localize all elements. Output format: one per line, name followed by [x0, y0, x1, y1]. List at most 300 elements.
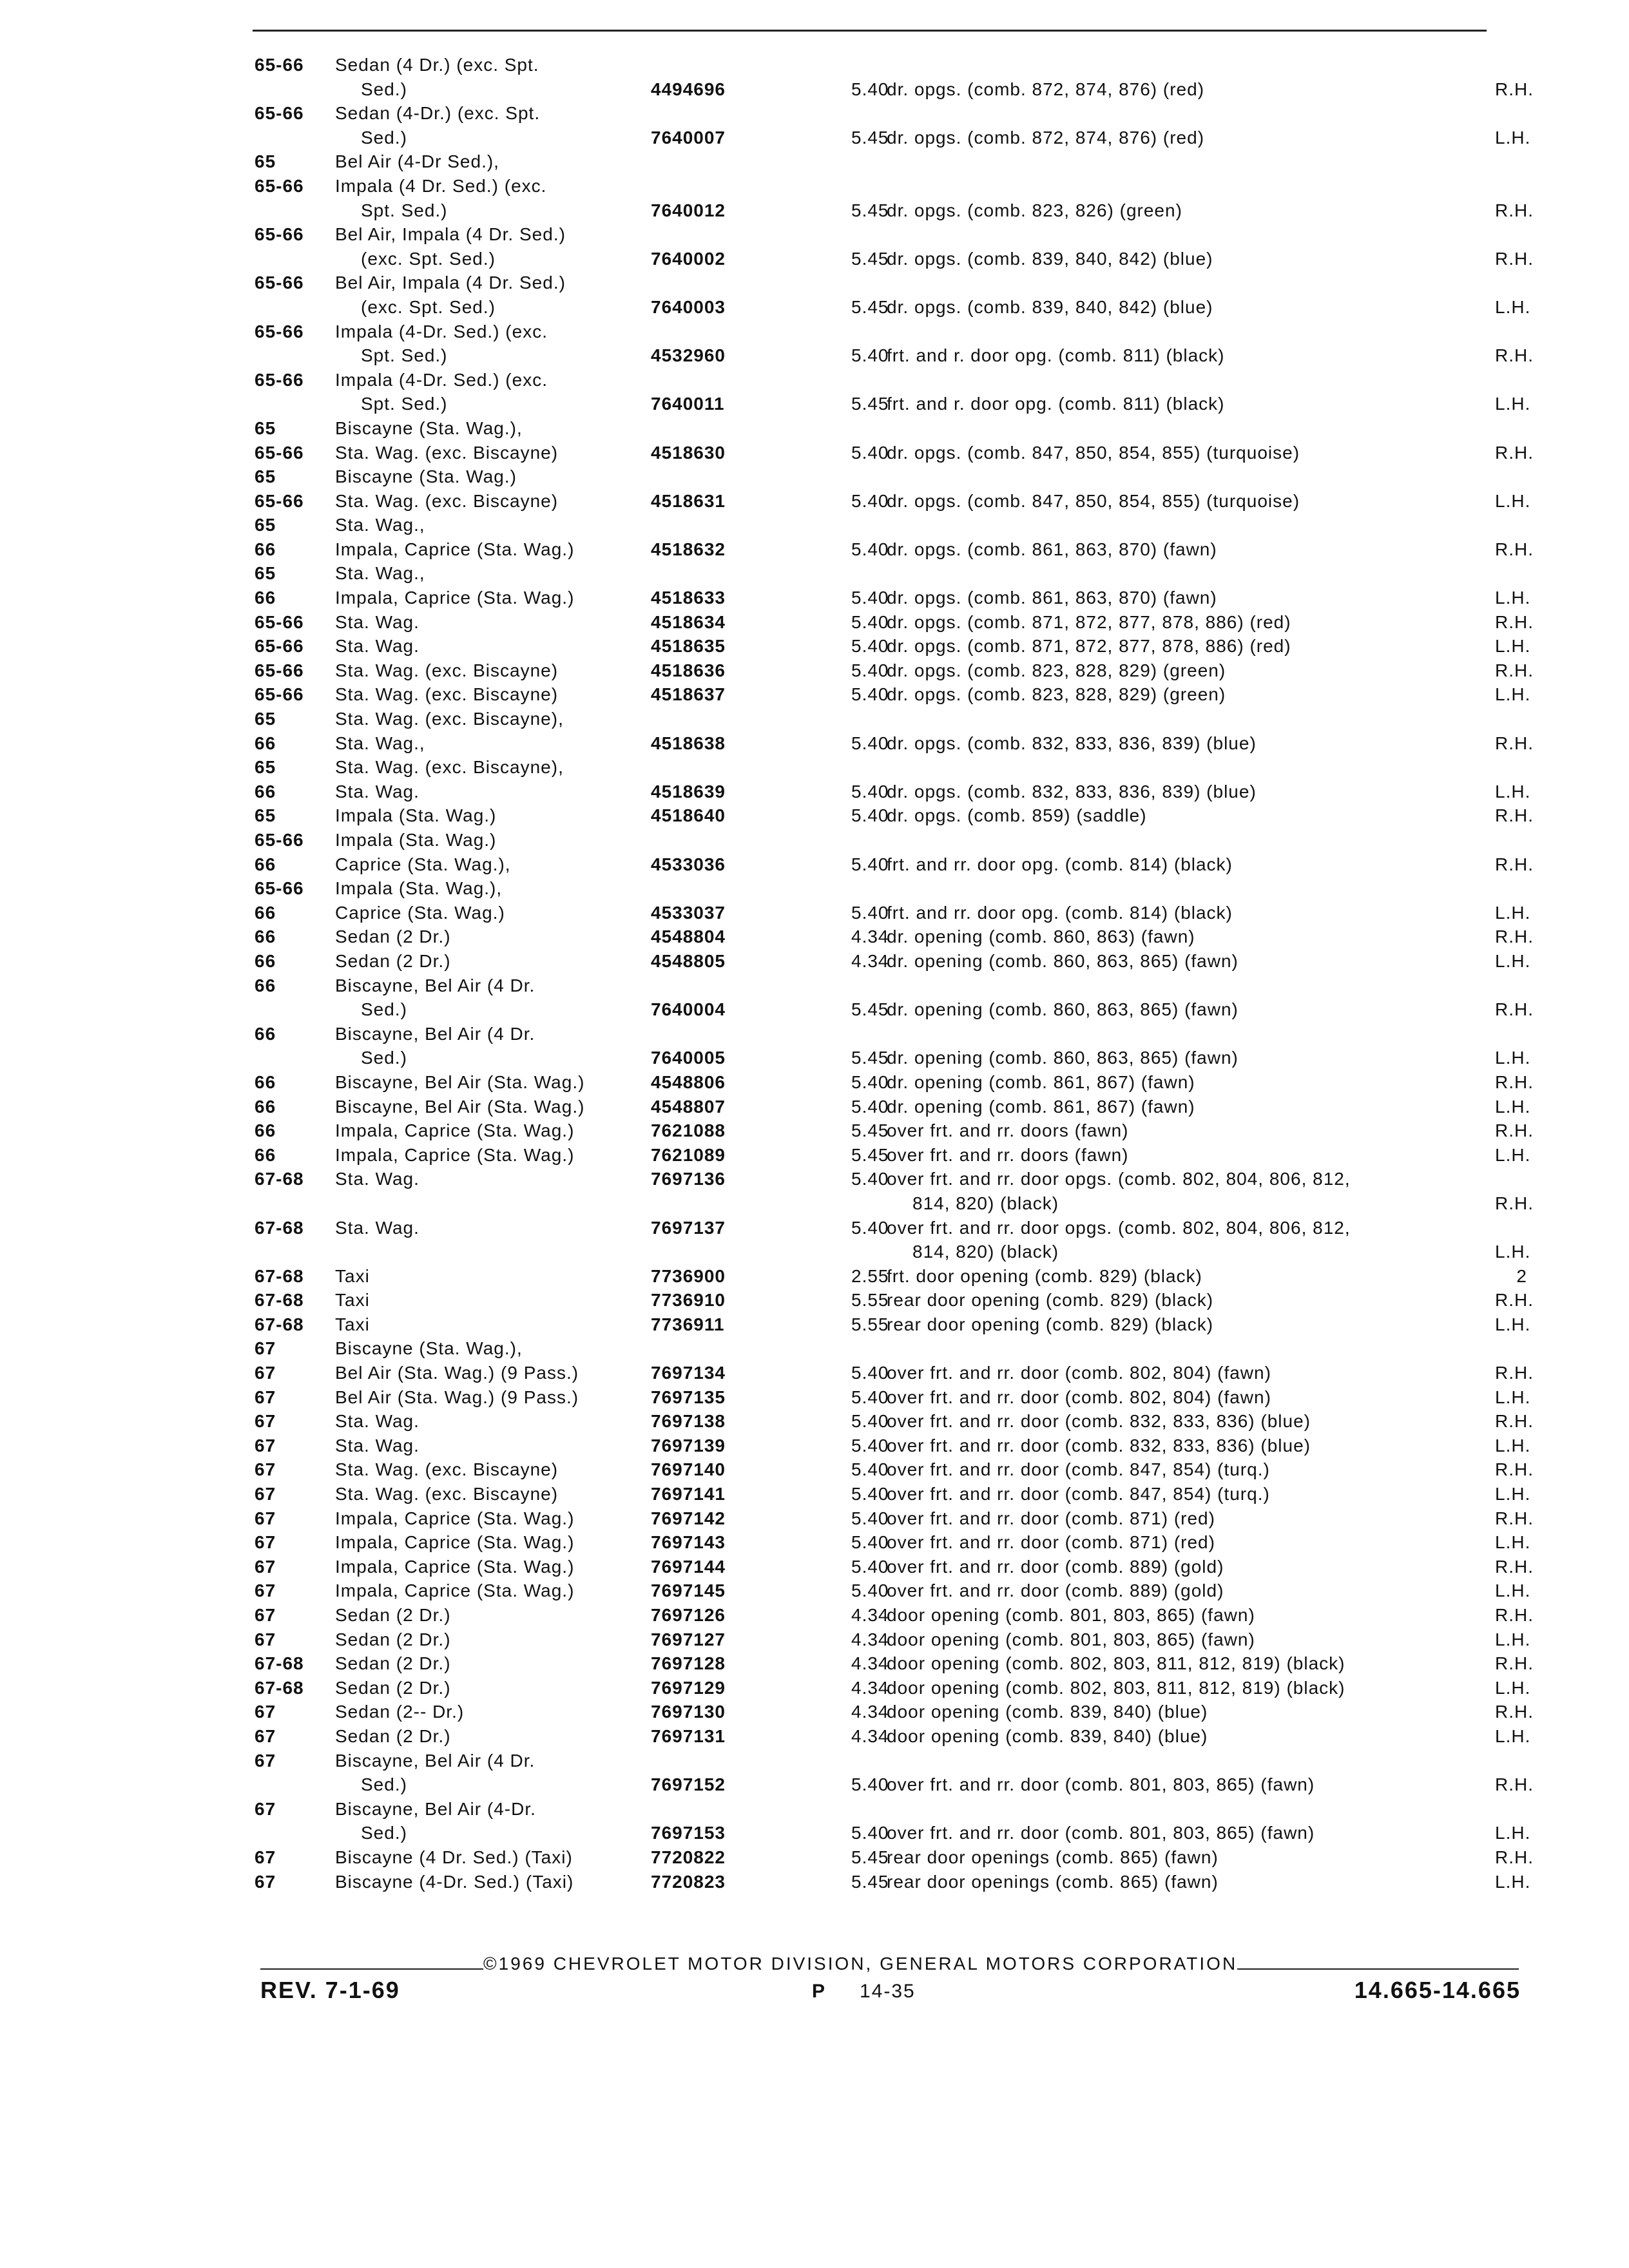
usage-cell: [887, 416, 1527, 441]
part-number: 7621088: [651, 1120, 726, 1141]
usage-cell: [887, 803, 1534, 828]
part-number: 4518635: [651, 636, 726, 657]
part-number: [644, 561, 820, 586]
part-number: 7736911: [651, 1314, 725, 1334]
side-indicator: [1495, 707, 1527, 731]
size-value: [820, 1336, 887, 1361]
usage-description: [887, 320, 1495, 344]
size-value: 5.40: [851, 490, 889, 511]
model-year: [255, 1046, 335, 1070]
size-value: 4.34: [851, 1677, 889, 1698]
table-row: [255, 949, 1531, 974]
usage-cell: [887, 222, 1527, 247]
footer-rule-left: [260, 1968, 483, 1970]
usage-description: over frt. and rr. door (comb. 871) (red): [887, 1532, 1215, 1553]
part-number: [644, 876, 820, 901]
model-year: 66: [255, 781, 276, 802]
model-year: 65-66: [255, 830, 304, 850]
usage-description: [887, 561, 1495, 586]
model-year: 67: [255, 1629, 276, 1649]
size-value: [820, 149, 887, 174]
table-row: [255, 997, 1534, 1022]
usage-cell: [887, 1482, 1531, 1506]
side-indicator: L.H.: [1495, 1677, 1531, 1698]
model-description: Sedan (2-- Dr.): [335, 1702, 465, 1722]
model-description: Biscayne (Sta. Wag.),: [335, 1338, 523, 1359]
usage-cell: [887, 731, 1534, 756]
side-indicator: [1495, 1167, 1527, 1191]
usage-cell: [887, 586, 1531, 610]
model-year: 67: [255, 1871, 276, 1892]
usage-cell: [887, 537, 1534, 562]
part-number: [644, 1336, 820, 1361]
model-description: Sta. Wag. (exc. Biscayne): [335, 442, 559, 463]
size-value: 4.34: [851, 1629, 889, 1649]
model-description: Sedan (2 Dr.): [335, 927, 451, 947]
table-row: [255, 1216, 1527, 1240]
model-description: Sta. Wag. (exc. Biscayne): [335, 684, 559, 705]
size-value: 5.40: [851, 781, 889, 802]
model-year: 67: [255, 1532, 276, 1553]
side-indicator: [1495, 513, 1527, 537]
part-number: 7640005: [651, 1048, 726, 1068]
side-indicator: R.H.: [1495, 79, 1534, 99]
model-description: Sta. Wag. (exc. Biscayne),: [335, 709, 564, 729]
table-row: [255, 1119, 1534, 1143]
table-row: [255, 852, 1534, 877]
usage-description: over frt. and rr. door (comb. 847, 854) (turq.): [887, 1459, 1270, 1480]
model-description: Impala, Caprice (Sta. Wag.): [335, 588, 575, 608]
model-year: 66: [255, 588, 276, 608]
side-indicator: R.H.: [1495, 1120, 1534, 1141]
model-year: 66: [255, 1096, 276, 1117]
usage-description: dr. opgs. (comb. 839, 840, 842) (blue): [887, 248, 1213, 269]
part-number: 7697136: [651, 1169, 726, 1189]
part-number: [644, 707, 820, 731]
model-year: 65: [255, 563, 276, 584]
part-number: 7697129: [651, 1677, 726, 1698]
usage-description: [887, 222, 1495, 247]
usage-cell: [887, 707, 1527, 731]
usage-cell: [887, 1579, 1531, 1603]
model-year: 66: [255, 1072, 276, 1092]
size-value: 5.45: [851, 1847, 889, 1867]
part-number: 4518638: [651, 733, 726, 753]
model-year: 65: [255, 418, 276, 438]
part-number: 7720823: [651, 1871, 726, 1892]
model-year: 66: [255, 854, 276, 874]
size-value: [820, 513, 887, 537]
part-number: 4518630: [651, 442, 726, 463]
usage-cell: [887, 852, 1534, 877]
size-value: 5.45: [851, 1144, 889, 1165]
model-description: Biscayne (Sta. Wag.): [335, 466, 517, 487]
usage-description: rear door opening (comb. 829) (black): [887, 1290, 1214, 1311]
model-year: 67: [255, 1750, 276, 1771]
usage-cell: [887, 610, 1534, 635]
usage-description: [887, 876, 1495, 901]
usage-cell: [887, 1264, 1527, 1289]
model-year: 67: [255, 1605, 276, 1625]
model-description: Impala, Caprice (Sta. Wag.): [335, 1508, 575, 1528]
size-value: 5.45: [851, 1048, 889, 1068]
size-value: 5.40: [851, 636, 889, 657]
usage-description: door opening (comb. 839, 840) (blue): [887, 1725, 1208, 1746]
part-number: 7621089: [651, 1144, 726, 1165]
table-row: [255, 658, 1534, 683]
size-value: 5.45: [851, 1120, 889, 1141]
model-description: Sedan (4 Dr.) (exc. Spt.: [335, 55, 539, 75]
usage-cell: [887, 755, 1527, 780]
table-row: [255, 1700, 1534, 1724]
usage-description: frt. and r. door opg. (comb. 811) (black): [887, 345, 1225, 366]
usage-cell: [887, 343, 1534, 368]
usage-cell: [887, 997, 1534, 1022]
usage-description: frt. door opening (comb. 829) (black): [887, 1265, 1202, 1286]
usage-cell: [887, 1555, 1534, 1579]
usage-cell: [887, 465, 1527, 489]
part-number: 7720822: [651, 1847, 726, 1867]
side-indicator: [1495, 1797, 1527, 1821]
table-row: [255, 149, 1527, 174]
usage-description: over frt. and rr. door (comb. 802, 804) (fawn): [887, 1363, 1271, 1383]
usage-description: dr. opening (comb. 860, 863, 865) (fawn): [887, 950, 1239, 971]
side-indicator: [1495, 755, 1527, 780]
size-value: 5.45: [851, 1871, 889, 1892]
part-number: [644, 101, 820, 126]
part-number: [644, 222, 820, 247]
model-year: 67: [255, 1556, 276, 1577]
size-value: 5.55: [851, 1314, 889, 1334]
side-indicator: [1495, 561, 1527, 586]
part-number: 7736910: [651, 1290, 726, 1311]
table-row: [255, 1845, 1534, 1870]
part-number: [644, 1022, 820, 1046]
part-number: 7640012: [651, 200, 726, 220]
model-year: 67: [255, 1847, 276, 1867]
side-indicator: [1495, 1022, 1527, 1046]
model-description: Impala, Caprice (Sta. Wag.): [335, 539, 575, 559]
usage-cell: [887, 1724, 1531, 1749]
part-number: [644, 368, 820, 392]
usage-description: rear door openings (comb. 865) (fawn): [887, 1847, 1219, 1867]
part-number: 7697137: [651, 1217, 726, 1238]
usage-description: over frt. and rr. door (comb. 832, 833, 836) (blue): [887, 1411, 1311, 1432]
table-row: [255, 416, 1527, 441]
side-indicator: [1495, 828, 1527, 852]
model-year: 65-66: [255, 611, 304, 632]
model-year: [255, 77, 335, 102]
table-row: [255, 1240, 1531, 1264]
size-value: 5.45: [851, 999, 889, 1020]
table-row: [255, 925, 1534, 949]
model-year: 66: [255, 1120, 276, 1141]
side-indicator: L.H.: [1495, 1532, 1531, 1553]
size-value: 5.40: [851, 805, 889, 826]
side-indicator: [1495, 1749, 1527, 1773]
table-row: [255, 803, 1534, 828]
usage-cell: [887, 876, 1527, 901]
table-row: [255, 1434, 1531, 1458]
part-number: 7697131: [651, 1725, 726, 1746]
usage-description: dr. opening (comb. 860, 863) (fawn): [887, 927, 1195, 947]
table-row: [255, 1191, 1534, 1216]
table-row: [255, 974, 1527, 998]
part-number: 4518634: [651, 611, 726, 632]
table-row: [255, 1749, 1527, 1773]
usage-description: frt. and rr. door opg. (comb. 814) (black): [887, 854, 1233, 874]
side-indicator: L.H.: [1495, 1823, 1531, 1843]
size-value: 5.45: [851, 248, 889, 269]
size-value: 5.40: [851, 588, 889, 608]
size-value: 5.40: [851, 1217, 889, 1238]
size-value: [820, 876, 887, 901]
model-year: 65: [255, 805, 276, 826]
part-number: 7697140: [651, 1459, 726, 1480]
model-year: 66: [255, 927, 276, 947]
usage-cell: [887, 1409, 1534, 1434]
side-indicator: R.H.: [1495, 1556, 1534, 1577]
usage-description: rear door openings (comb. 865) (fawn): [887, 1871, 1219, 1892]
usage-description: [887, 101, 1495, 126]
part-number: 4548806: [651, 1072, 726, 1092]
model-description: Bel Air (4-Dr Sed.),: [335, 151, 499, 172]
model-description: Impala (Sta. Wag.),: [335, 878, 503, 899]
side-indicator: R.H.: [1495, 1193, 1534, 1213]
side-indicator: L.H.: [1495, 1435, 1531, 1456]
table-row: [255, 755, 1527, 780]
usage-description: dr. opening (comb. 861, 867) (fawn): [887, 1072, 1195, 1092]
side-indicator: L.H.: [1495, 950, 1531, 971]
usage-cell: [887, 320, 1527, 344]
model-year: 66: [255, 733, 276, 753]
table-row: [255, 101, 1527, 126]
side-indicator: R.H.: [1495, 442, 1534, 463]
usage-cell: [887, 1312, 1531, 1337]
model-year: 65: [255, 515, 276, 535]
model-year: [255, 247, 335, 271]
table-row: [255, 1482, 1531, 1506]
table-row: [255, 1603, 1534, 1628]
usage-cell: [887, 77, 1534, 102]
side-indicator: R.H.: [1495, 1072, 1534, 1092]
usage-cell: [887, 1749, 1527, 1773]
part-number: 7697138: [651, 1411, 726, 1432]
model-year: 66: [255, 975, 276, 995]
model-year: 67: [255, 1459, 276, 1480]
model-description: (exc. Spt. Sed.): [361, 248, 496, 269]
side-indicator: L.H.: [1495, 127, 1531, 148]
usage-cell: [887, 1628, 1531, 1652]
model-description: Biscayne, Bel Air (Sta. Wag.): [335, 1096, 585, 1117]
usage-description: [887, 755, 1495, 780]
model-description: Sed.): [361, 999, 407, 1020]
part-number: [644, 53, 820, 77]
page-letter: P: [812, 1981, 827, 2002]
model-year: [255, 997, 335, 1022]
size-value: 5.40: [851, 1072, 889, 1092]
model-description: Sta. Wag. (exc. Biscayne): [335, 1459, 559, 1480]
size-value: [820, 1191, 887, 1216]
table-row: [255, 537, 1534, 562]
usage-cell: [887, 1022, 1527, 1046]
side-indicator: R.H.: [1495, 248, 1534, 269]
side-indicator: 2: [1516, 1265, 1527, 1286]
usage-cell: [887, 974, 1527, 998]
usage-cell: [887, 1773, 1534, 1797]
usage-cell: [887, 1845, 1534, 1870]
size-value: 5.40: [851, 1532, 889, 1553]
part-number: [644, 828, 820, 852]
size-value: 5.40: [851, 1169, 889, 1189]
size-value: 5.40: [851, 1459, 889, 1480]
size-value: [820, 1240, 887, 1264]
table-row: [255, 586, 1531, 610]
model-year: [255, 1821, 335, 1845]
model-year: 65-66: [255, 660, 304, 680]
usage-description: [887, 465, 1495, 489]
usage-description: [887, 149, 1495, 174]
model-description: Biscayne (Sta. Wag.),: [335, 418, 523, 438]
table-row: [255, 1070, 1534, 1095]
model-year: 65-66: [255, 273, 304, 293]
model-description: Biscayne, Bel Air (Sta. Wag.): [335, 1072, 585, 1092]
size-value: 5.40: [851, 1581, 889, 1601]
table-row: [255, 1506, 1534, 1531]
usage-description: door opening (comb. 801, 803, 865) (fawn): [887, 1605, 1255, 1625]
side-indicator: R.H.: [1495, 927, 1534, 947]
model-description: Sta. Wag.: [335, 611, 419, 632]
side-indicator: R.H.: [1495, 1702, 1534, 1722]
part-number: 7736900: [651, 1265, 726, 1286]
side-indicator: L.H.: [1495, 1871, 1531, 1892]
model-description: Sta. Wag.: [335, 781, 419, 802]
size-value: 5.40: [851, 684, 889, 705]
usage-cell: [887, 1651, 1534, 1676]
side-indicator: L.H.: [1495, 1629, 1531, 1649]
side-indicator: L.H.: [1495, 1144, 1531, 1165]
table-row: [255, 198, 1534, 223]
model-year: 65: [255, 709, 276, 729]
part-number: 4533037: [651, 902, 726, 923]
side-indicator: R.H.: [1495, 1605, 1534, 1625]
usage-description: door opening (comb. 802, 803, 811, 812, 819) (black): [887, 1677, 1345, 1698]
side-indicator: L.H.: [1495, 394, 1531, 414]
part-number: 7697126: [651, 1605, 726, 1625]
model-year: 67: [255, 1702, 276, 1722]
model-year: 67: [255, 1798, 276, 1819]
part-number: [644, 755, 820, 780]
model-year: [255, 198, 335, 223]
usage-cell: [887, 828, 1527, 852]
side-indicator: [1495, 876, 1527, 901]
usage-description: [887, 271, 1495, 295]
side-indicator: L.H.: [1495, 1242, 1531, 1262]
size-value: 5.40: [851, 1774, 889, 1795]
usage-description: over frt. and rr. door (comb. 889) (gold): [887, 1581, 1224, 1601]
part-number: 4518633: [651, 588, 726, 608]
size-value: [820, 561, 887, 586]
side-indicator: R.H.: [1495, 1508, 1534, 1528]
model-year: 65-66: [255, 224, 304, 245]
size-value: [820, 320, 887, 344]
table-row: [255, 1821, 1531, 1845]
usage-cell: [887, 1240, 1531, 1264]
side-indicator: [1495, 101, 1527, 126]
table-row: [255, 1095, 1531, 1119]
side-indicator: [1495, 149, 1527, 174]
usage-cell: [887, 1385, 1531, 1410]
side-indicator: R.H.: [1495, 200, 1534, 220]
side-indicator: [1495, 222, 1527, 247]
table-row: [255, 174, 1527, 198]
part-number: 7697144: [651, 1556, 726, 1577]
table-row: [255, 77, 1534, 102]
usage-cell: [887, 634, 1531, 658]
model-description: Sed.): [361, 79, 407, 99]
side-indicator: R.H.: [1495, 805, 1534, 826]
table-row: [255, 465, 1527, 489]
usage-description: dr. opening (comb. 860, 863, 865) (fawn): [887, 999, 1239, 1020]
model-year: 65-66: [255, 684, 304, 705]
side-indicator: L.H.: [1495, 902, 1531, 923]
model-year: 67: [255, 1338, 276, 1359]
usage-description: dr. opgs. (comb. 872, 874, 876) (red): [887, 79, 1205, 99]
usage-description: dr. opening (comb. 861, 867) (fawn): [887, 1096, 1195, 1117]
size-value: 5.40: [851, 1484, 889, 1504]
usage-cell: [887, 1821, 1531, 1845]
part-number: 7697152: [651, 1774, 726, 1795]
part-number: 7640011: [651, 394, 725, 414]
table-row: [255, 561, 1527, 586]
model-description: Caprice (Sta. Wag.): [335, 902, 505, 923]
usage-description: [887, 174, 1495, 198]
usage-cell: [887, 901, 1531, 925]
side-indicator: R.H.: [1495, 539, 1534, 559]
table-row: [255, 707, 1527, 731]
size-value: 5.40: [851, 611, 889, 632]
usage-description: [887, 416, 1495, 441]
usage-description: frt. and r. door opg. (comb. 811) (black): [887, 394, 1225, 414]
part-number: 4518632: [651, 539, 726, 559]
usage-description: dr. opgs. (comb. 832, 833, 836, 839) (blue): [887, 781, 1257, 802]
table-row: [255, 876, 1527, 901]
model-year: [255, 392, 335, 416]
side-indicator: L.H.: [1495, 1387, 1531, 1407]
table-row: [255, 1312, 1531, 1337]
side-indicator: R.H.: [1495, 1847, 1534, 1867]
part-number: 4518637: [651, 684, 726, 705]
side-indicator: [1495, 465, 1527, 489]
table-row: [255, 1022, 1527, 1046]
part-number: 7697128: [651, 1653, 726, 1674]
model-year: 65-66: [255, 490, 304, 511]
model-description: Impala, Caprice (Sta. Wag.): [335, 1144, 575, 1165]
part-number: [644, 1240, 820, 1264]
part-number: 7697127: [651, 1629, 726, 1649]
group-number: 14.665-14.665: [1354, 1977, 1521, 2003]
table-row: [255, 441, 1534, 465]
usage-description: [887, 53, 1495, 77]
size-value: 4.34: [851, 1653, 889, 1674]
usage-description: dr. opgs. (comb. 847, 850, 854, 855) (turquoise): [887, 490, 1300, 511]
part-number: 7697143: [651, 1532, 726, 1553]
usage-cell: [887, 1700, 1534, 1724]
usage-description: [887, 707, 1495, 731]
model-description: Sta. Wag.: [335, 636, 419, 657]
model-year: 67-68: [255, 1217, 304, 1238]
model-description: Impala (Sta. Wag.): [335, 805, 497, 826]
